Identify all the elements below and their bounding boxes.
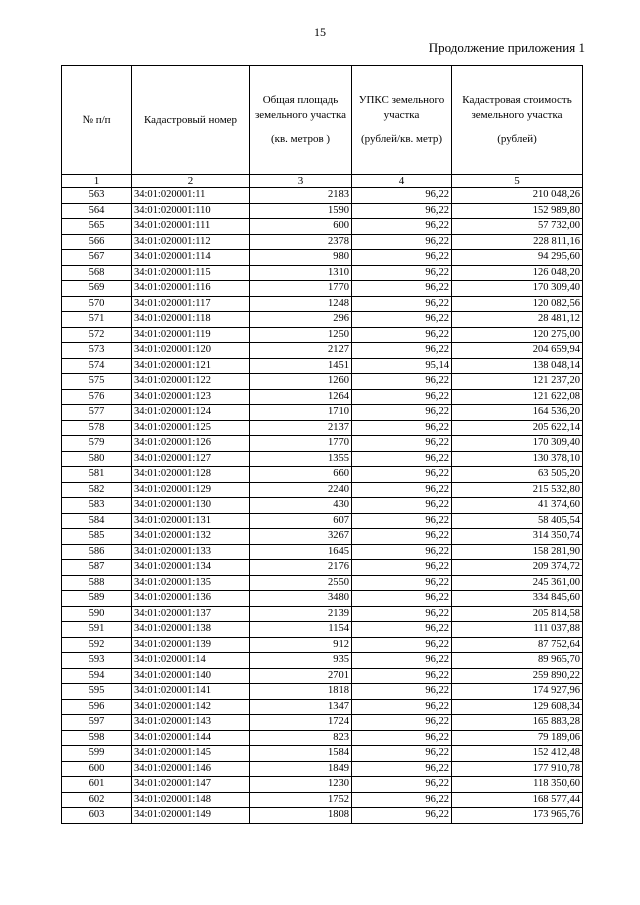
area-cell: 1310 [250,265,352,281]
table-row [62,296,583,312]
row-number-cell: 588 [62,575,132,591]
page-number: 15 [314,25,326,39]
appendix-note: Продолжение приложения 1 [428,40,585,55]
area-cell: 1645 [250,544,352,560]
upks-cell: 96,22 [352,451,452,467]
row-number-cell: 602 [62,792,132,808]
cadastral-number-cell: 34:01:020001:136 [132,591,250,607]
table-row [62,637,583,653]
table-row [62,730,583,746]
upks-cell: 96,22 [352,684,452,700]
cadastral-value-cell: 205 622,14 [452,420,583,436]
table-row [62,761,583,777]
table-row [62,343,583,359]
cadastral-value-cell: 138 048,14 [452,358,583,374]
table-row [62,560,583,576]
area-cell: 1724 [250,715,352,731]
cadastral-number-cell: 34:01:020001:137 [132,606,250,622]
area-cell: 1260 [250,374,352,390]
row-number-cell: 576 [62,389,132,405]
table-header-row [62,66,583,175]
header-cadastral-value-label: Кадастровая стоимость земельного участка [462,94,572,121]
upks-cell: 96,22 [352,544,452,560]
cadastral-number-cell: 34:01:020001:149 [132,808,250,824]
cadastral-value-cell: 204 659,94 [452,343,583,359]
cadastral-value-cell: 245 361,00 [452,575,583,591]
cadastral-value-cell: 170 309,40 [452,436,583,452]
area-cell: 3267 [250,529,352,545]
cadastral-number-cell: 34:01:020001:117 [132,296,250,312]
upks-cell: 96,22 [352,327,452,343]
cadastral-number-cell: 34:01:020001:114 [132,250,250,266]
cadastral-number-cell: 34:01:020001:128 [132,467,250,483]
upks-cell: 96,22 [352,668,452,684]
area-cell: 1818 [250,684,352,700]
cadastral-number-cell: 34:01:020001:143 [132,715,250,731]
table-body [62,188,583,824]
table-row [62,777,583,793]
column-number: 3 [250,175,352,188]
table-row [62,312,583,328]
row-number-cell: 575 [62,374,132,390]
cadastral-value-cell: 173 965,76 [452,808,583,824]
upks-cell: 96,22 [352,389,452,405]
cadastral-value-cell: 130 378,10 [452,451,583,467]
table-row [62,374,583,390]
cadastral-number-cell: 34:01:020001:145 [132,746,250,762]
header-row-number: № п/п [62,66,132,175]
table-row [62,234,583,250]
cadastral-number-cell: 34:01:020001:11 [132,188,250,204]
table-row [62,420,583,436]
area-cell: 1230 [250,777,352,793]
upks-cell: 96,22 [352,265,452,281]
row-number-cell: 597 [62,715,132,731]
area-cell: 296 [250,312,352,328]
row-number-cell: 595 [62,684,132,700]
upks-cell: 96,22 [352,730,452,746]
area-cell: 1808 [250,808,352,824]
table-row [62,622,583,638]
cadastral-number-cell: 34:01:020001:144 [132,730,250,746]
upks-cell: 96,22 [352,792,452,808]
header-upks-label: УПКС земельного участка [358,94,445,121]
row-number-cell: 579 [62,436,132,452]
cadastral-number-cell: 34:01:020001:141 [132,684,250,700]
area-cell: 823 [250,730,352,746]
column-number: 1 [62,175,132,188]
cadastral-number-cell: 34:01:020001:120 [132,343,250,359]
cadastral-number-cell: 34:01:020001:130 [132,498,250,514]
cadastral-value-cell: 121 622,08 [452,389,583,405]
upks-cell: 96,22 [352,622,452,638]
cadastral-number-cell: 34:01:020001:116 [132,281,250,297]
cadastral-number-cell: 34:01:020001:126 [132,436,250,452]
row-number-cell: 582 [62,482,132,498]
cadastral-number-cell: 34:01:020001:139 [132,637,250,653]
header-area [250,66,352,175]
cadastral-value-cell: 177 910,78 [452,761,583,777]
cadastral-value-cell: 120 275,00 [452,327,583,343]
column-number-row [62,175,583,188]
row-number-cell: 580 [62,451,132,467]
upks-cell: 96,22 [352,219,452,235]
table-row [62,188,583,204]
upks-cell: 96,22 [352,420,452,436]
cadastral-value-cell: 79 189,06 [452,730,583,746]
cadastral-number-cell: 34:01:020001:121 [132,358,250,374]
cadastral-number-cell: 34:01:020001:132 [132,529,250,545]
cadastral-number-cell: 34:01:020001:125 [132,420,250,436]
cadastral-value-cell: 94 295,60 [452,250,583,266]
table-row [62,451,583,467]
table-row [62,358,583,374]
row-number-cell: 574 [62,358,132,374]
cadastral-value-cell: 118 350,60 [452,777,583,793]
upks-cell: 96,22 [352,498,452,514]
upks-cell: 96,22 [352,203,452,219]
area-cell: 935 [250,653,352,669]
area-cell: 1584 [250,746,352,762]
table-row [62,699,583,715]
upks-cell: 96,22 [352,637,452,653]
area-cell: 1248 [250,296,352,312]
area-cell: 912 [250,637,352,653]
table-row [62,436,583,452]
cadastral-number-cell: 34:01:020001:146 [132,761,250,777]
upks-cell: 96,22 [352,761,452,777]
upks-cell: 96,22 [352,653,452,669]
table-row [62,389,583,405]
cadastral-number-cell: 34:01:020001:134 [132,560,250,576]
upks-cell: 96,22 [352,777,452,793]
area-cell: 2550 [250,575,352,591]
cadastral-value-cell: 121 237,20 [452,374,583,390]
cadastral-value-table [61,65,583,824]
upks-cell: 96,22 [352,591,452,607]
cadastral-value-cell: 165 883,28 [452,715,583,731]
area-cell: 2378 [250,234,352,250]
upks-cell: 96,22 [352,296,452,312]
area-cell: 600 [250,219,352,235]
table-row [62,668,583,684]
row-number-cell: 570 [62,296,132,312]
row-number-cell: 592 [62,637,132,653]
cadastral-value-cell: 28 481,12 [452,312,583,328]
upks-cell: 96,22 [352,234,452,250]
area-cell: 2176 [250,560,352,576]
row-number-cell: 571 [62,312,132,328]
row-number-cell: 568 [62,265,132,281]
cadastral-value-cell: 174 927,96 [452,684,583,700]
cadastral-number-cell: 34:01:020001:124 [132,405,250,421]
column-number: 5 [452,175,583,188]
area-cell: 1770 [250,281,352,297]
table-row [62,498,583,514]
area-cell: 1347 [250,699,352,715]
table-row [62,513,583,529]
cadastral-value-cell: 209 374,72 [452,560,583,576]
table-row [62,792,583,808]
cadastral-number-cell: 34:01:020001:115 [132,265,250,281]
area-cell: 430 [250,498,352,514]
row-number-cell: 598 [62,730,132,746]
cadastral-value-cell: 152 989,80 [452,203,583,219]
cadastral-number-cell: 34:01:020001:129 [132,482,250,498]
header-area-unit: (кв. метров ) [270,133,331,146]
row-number-cell: 581 [62,467,132,483]
row-number-cell: 603 [62,808,132,824]
cadastral-number-cell: 34:01:020001:135 [132,575,250,591]
area-cell: 1770 [250,436,352,452]
upks-cell: 96,22 [352,312,452,328]
cadastral-number-cell: 34:01:020001:119 [132,327,250,343]
cadastral-value-cell: 120 082,56 [452,296,583,312]
area-cell: 2137 [250,420,352,436]
table-row [62,606,583,622]
cadastral-number-cell: 34:01:020001:123 [132,389,250,405]
table-row [62,808,583,824]
header-upks [352,66,452,175]
area-cell: 1590 [250,203,352,219]
column-number: 4 [352,175,452,188]
row-number-cell: 569 [62,281,132,297]
header-upks-unit: (рублей/кв. метр) [361,133,442,146]
upks-cell: 96,22 [352,281,452,297]
table-row [62,529,583,545]
row-number-cell: 585 [62,529,132,545]
cadastral-value-cell: 152 412,48 [452,746,583,762]
header-area-label: Общая площадь земельного участка [254,94,347,121]
table-row [62,544,583,560]
upks-cell: 96,22 [352,188,452,204]
row-number-cell: 567 [62,250,132,266]
cadastral-number-cell: 34:01:020001:138 [132,622,250,638]
row-number-cell: 578 [62,420,132,436]
cadastral-value-cell: 58 405,54 [452,513,583,529]
area-cell: 980 [250,250,352,266]
upks-cell: 96,22 [352,699,452,715]
cadastral-value-cell: 205 814,58 [452,606,583,622]
row-number-cell: 601 [62,777,132,793]
row-number-cell: 583 [62,498,132,514]
column-number: 2 [132,175,250,188]
area-cell: 1355 [250,451,352,467]
area-cell: 1710 [250,405,352,421]
row-number-cell: 573 [62,343,132,359]
row-number-cell: 593 [62,653,132,669]
cadastral-number-cell: 34:01:020001:147 [132,777,250,793]
cadastral-value-cell: 259 890,22 [452,668,583,684]
upks-cell: 96,22 [352,374,452,390]
cadastral-value-cell: 314 350,74 [452,529,583,545]
table-row [62,281,583,297]
area-cell: 2183 [250,188,352,204]
area-cell: 3480 [250,591,352,607]
area-cell: 2240 [250,482,352,498]
upks-cell: 96,22 [352,808,452,824]
table-row [62,250,583,266]
row-number-cell: 599 [62,746,132,762]
cadastral-value-cell: 111 037,88 [452,622,583,638]
table-row [62,746,583,762]
upks-cell: 96,22 [352,529,452,545]
cadastral-number-cell: 34:01:020001:14 [132,653,250,669]
table-row [62,467,583,483]
cadastral-value-cell: 168 577,44 [452,792,583,808]
table-row [62,405,583,421]
upks-cell: 96,22 [352,467,452,483]
cadastral-value-cell: 170 309,40 [452,281,583,297]
upks-cell: 96,22 [352,575,452,591]
cadastral-value-cell: 57 732,00 [452,219,583,235]
area-cell: 2701 [250,668,352,684]
area-cell: 2139 [250,606,352,622]
table-row [62,203,583,219]
table-row [62,575,583,591]
cadastral-number-cell: 34:01:020001:148 [132,792,250,808]
upks-cell: 96,22 [352,436,452,452]
row-number-cell: 600 [62,761,132,777]
table-row [62,265,583,281]
upks-cell: 95,14 [352,358,452,374]
upks-cell: 96,22 [352,746,452,762]
row-number-cell: 566 [62,234,132,250]
cadastral-number-cell: 34:01:020001:110 [132,203,250,219]
cadastral-number-cell: 34:01:020001:122 [132,374,250,390]
row-number-cell: 589 [62,591,132,607]
area-cell: 1752 [250,792,352,808]
area-cell: 1154 [250,622,352,638]
cadastral-value-cell: 215 532,80 [452,482,583,498]
upks-cell: 96,22 [352,560,452,576]
upks-cell: 96,22 [352,343,452,359]
row-number-cell: 572 [62,327,132,343]
row-number-cell: 565 [62,219,132,235]
area-cell: 1451 [250,358,352,374]
area-cell: 1264 [250,389,352,405]
table-row [62,219,583,235]
area-cell: 2127 [250,343,352,359]
table-row [62,327,583,343]
row-number-cell: 577 [62,405,132,421]
cadastral-number-cell: 34:01:020001:111 [132,219,250,235]
row-number-cell: 586 [62,544,132,560]
row-number-cell: 584 [62,513,132,529]
cadastral-value-cell: 210 048,26 [452,188,583,204]
table-row [62,653,583,669]
upks-cell: 96,22 [352,482,452,498]
header-cadastral-value [452,66,583,175]
table-row [62,684,583,700]
cadastral-value-cell: 89 965,70 [452,653,583,669]
row-number-cell: 591 [62,622,132,638]
area-cell: 607 [250,513,352,529]
cadastral-value-cell: 228 811,16 [452,234,583,250]
header-cadastral-number: Кадастровый номер [132,66,250,175]
cadastral-number-cell: 34:01:020001:118 [132,312,250,328]
cadastral-value-cell: 87 752,64 [452,637,583,653]
row-number-cell: 590 [62,606,132,622]
table-row [62,482,583,498]
cadastral-number-cell: 34:01:020001:131 [132,513,250,529]
row-number-cell: 587 [62,560,132,576]
area-cell: 660 [250,467,352,483]
cadastral-value-cell: 158 281,90 [452,544,583,560]
row-number-cell: 594 [62,668,132,684]
area-cell: 1849 [250,761,352,777]
upks-cell: 96,22 [352,715,452,731]
row-number-cell: 564 [62,203,132,219]
header-cadastral-value-unit: (рублей) [497,133,537,146]
upks-cell: 96,22 [352,405,452,421]
cadastral-number-cell: 34:01:020001:142 [132,699,250,715]
table-row [62,715,583,731]
table-row [62,591,583,607]
cadastral-number-cell: 34:01:020001:140 [132,668,250,684]
cadastral-value-cell: 129 608,34 [452,699,583,715]
cadastral-number-cell: 34:01:020001:127 [132,451,250,467]
row-number-cell: 563 [62,188,132,204]
cadastral-value-cell: 334 845,60 [452,591,583,607]
cadastral-value-cell: 164 536,20 [452,405,583,421]
row-number-cell: 596 [62,699,132,715]
area-cell: 1250 [250,327,352,343]
upks-cell: 96,22 [352,606,452,622]
upks-cell: 96,22 [352,513,452,529]
cadastral-value-cell: 63 505,20 [452,467,583,483]
cadastral-number-cell: 34:01:020001:133 [132,544,250,560]
upks-cell: 96,22 [352,250,452,266]
cadastral-number-cell: 34:01:020001:112 [132,234,250,250]
cadastral-value-cell: 41 374,60 [452,498,583,514]
cadastral-value-cell: 126 048,20 [452,265,583,281]
